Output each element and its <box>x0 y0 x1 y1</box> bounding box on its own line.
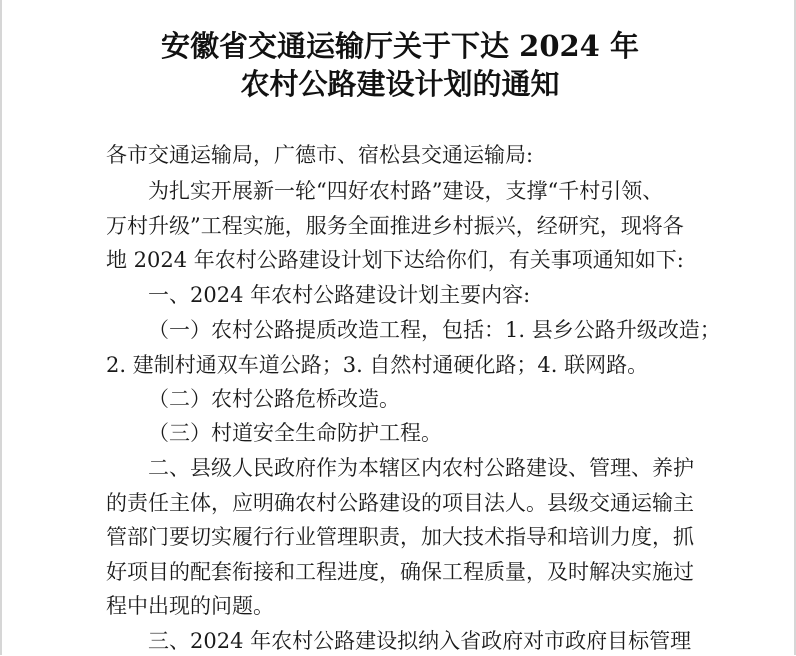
paragraph-line: （二）农村公路危桥改造。 <box>148 387 400 411</box>
paragraph-line: 2. 建制村通双车道公路；3. 自然村通硬化路；4. 联网路。 <box>106 353 649 377</box>
paragraph-line: 程中出现的问题。 <box>106 594 274 618</box>
section-heading: 三、2024 年农村公路建设拟纳入省政府对市政府目标管理 <box>148 629 692 653</box>
paragraph-line: 好项目的配套衔接和工程进度，确保工程质量，及时解决实施过 <box>106 560 694 584</box>
section-heading: 二、县级人民政府作为本辖区内农村公路建设、管理、养护 <box>148 456 694 480</box>
paragraph-line: 的责任主体，应明确农村公路建设的项目法人。县级交通运输主 <box>106 491 694 515</box>
salutation: 各市交通运输局，广德市、宿松县交通运输局: <box>106 143 534 167</box>
document-title-line-2: 农村公路建设计划的通知 <box>240 67 560 101</box>
paragraph-line: （一）农村公路提质改造工程，包括：1. 县乡公路升级改造； <box>148 318 721 342</box>
paragraph-line: 管部门要切实履行行业管理职责，加大技术指导和培训力度，抓 <box>106 525 694 549</box>
paragraph-line: （三）村道安全生命防护工程。 <box>148 421 442 445</box>
section-heading: 一、2024 年农村公路建设计划主要内容: <box>148 283 531 307</box>
document-title-line-1: 安徽省交通运输厅关于下达 2024 年 <box>161 29 639 63</box>
paragraph-line: 万村升级”工程实施，服务全面推进乡村振兴，经研究，现将各 <box>106 214 684 238</box>
paragraph-line: 地 2024 年农村公路建设计划下达给你们，有关事项通知如下: <box>106 248 684 272</box>
paragraph-line: 为扎实开展新一轮“四好农村路”建设，支撑“千村引领、 <box>148 179 664 203</box>
